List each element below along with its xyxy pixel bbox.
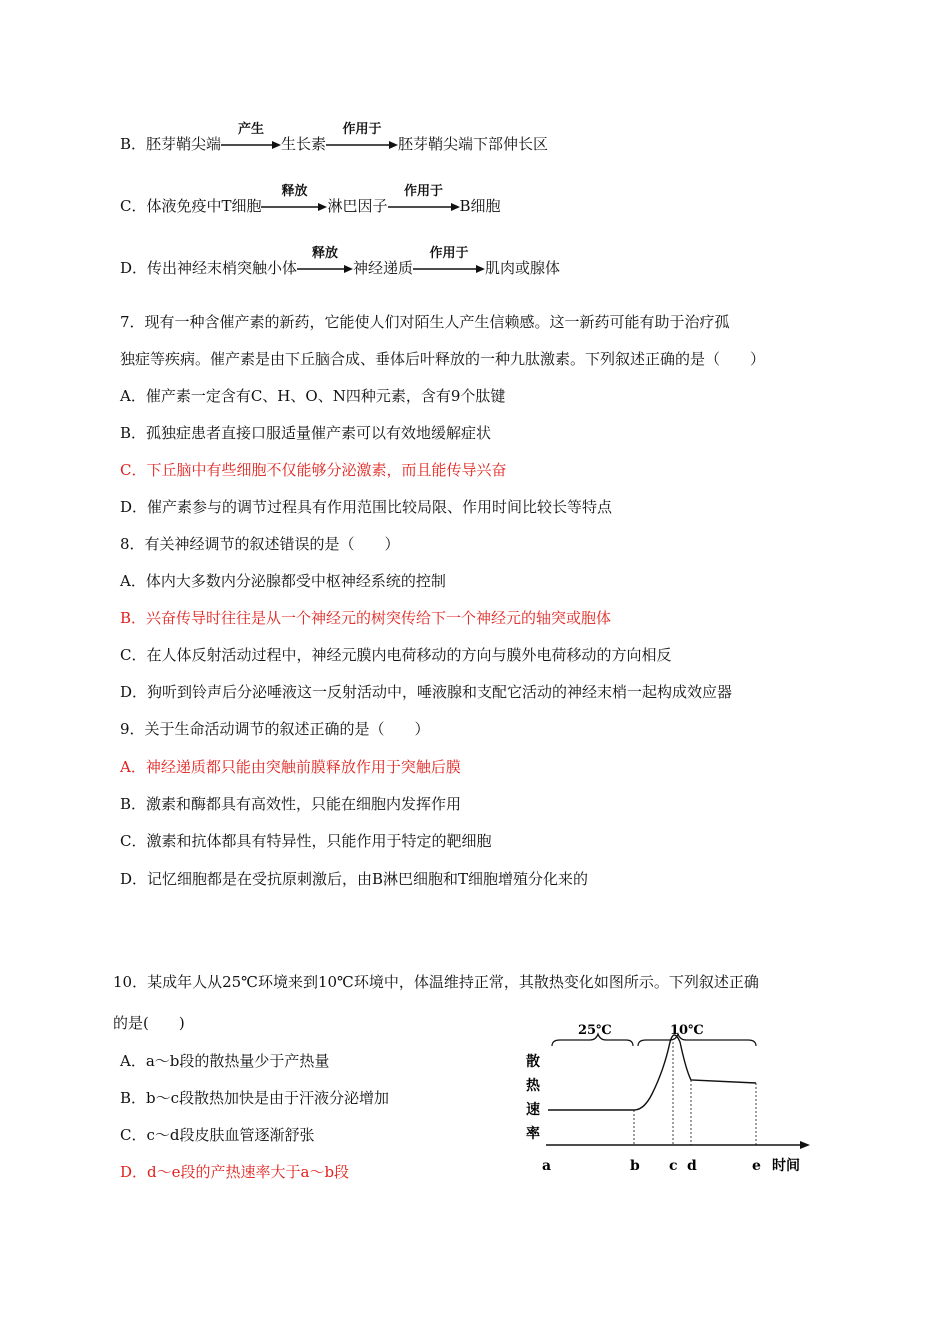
q9-option-c: C．激素和抗体都具有特异性，只能作用于特定的靶细胞 [120, 832, 492, 850]
q9-option-b: B．激素和酶都具有高效性，只能在细胞内发挥作用 [120, 795, 462, 813]
temp-label-10: 10℃ [670, 1023, 704, 1038]
temp-label-25: 25℃ [578, 1023, 612, 1038]
q8-option-b-answer: B．兴奋传导时往往是从一个神经元的树突传给下一个神经元的轴突或胞体 [120, 609, 612, 627]
q10-option-a: A．a～b段的散热量少于产热量 [120, 1052, 330, 1070]
q9-stem: 9．关于生命活动调节的叙述正确的是（ ） [120, 720, 430, 738]
ylabel-char: 散 [526, 1054, 540, 1070]
ylabel-char: 速 [526, 1102, 540, 1118]
q8-option-a: A．体内大多数内分泌腺都受中枢神经系统的控制 [120, 572, 446, 590]
q6-b-part1: B．胚芽鞘尖端 [120, 135, 222, 153]
arrow-label: 释放 [312, 246, 339, 261]
x-point-d: d [687, 1158, 697, 1174]
q7-option-c-answer: C．下丘脑中有些细胞不仅能够分泌激素，而且能传导兴奋 [120, 461, 507, 479]
q10-stem-line2: 的是( ) [113, 1014, 185, 1032]
arrow-label: 作用于 [429, 246, 469, 261]
x-axis-label: 时间 [772, 1158, 800, 1174]
q6-b-part2: 生长素 [281, 135, 327, 153]
q10-option-b: B．b～c段散热加快是由于汗液分泌增加 [120, 1089, 390, 1107]
heat-curve [548, 1035, 756, 1110]
q10-stem-line1: 10．某成年人从25℃环境来到10℃环境中，体温维持正常，其散热变化如图所示。下列叙述正确 [113, 973, 759, 991]
arrow-acts-on [326, 122, 398, 150]
q7-stem-line2: 独症等疾病。催产素是由下丘脑合成、垂体后叶释放的一种九肽激素。下列叙述正确的是（ ） [120, 350, 766, 368]
arrow-release [261, 184, 327, 212]
q6-d-part2: 神经递质 [353, 259, 414, 277]
ylabel-char: 率 [526, 1126, 540, 1142]
x-point-b: b [630, 1158, 640, 1174]
ylabel-char: 热 [526, 1078, 540, 1094]
q8-option-c: C．在人体反射活动过程中，神经元膜内电荷移动的方向与膜外电荷移动的方向相反 [120, 646, 672, 664]
q6-option-c [120, 184, 501, 216]
arrow-release [297, 246, 353, 274]
arrow-produce [221, 122, 281, 150]
q6-d-part3: 肌肉或腺体 [485, 259, 561, 277]
arrow-label: 作用于 [403, 184, 443, 199]
arrow-label: 作用于 [342, 122, 382, 137]
q8-stem: 8．有关神经调节的叙述错误的是（ ） [120, 535, 400, 553]
q6-c-part3: B细胞 [459, 197, 501, 215]
q6-option-b [120, 122, 549, 154]
q6-c-part1: C．体液免疫中T细胞 [120, 197, 262, 215]
q9-option-a-answer: A．神经递质都只能由突触前膜释放作用于突触后膜 [120, 758, 461, 776]
arrow-acts-on [388, 184, 460, 212]
q6-c-part2: 淋巴因子 [327, 197, 388, 215]
q7-option-d: D．催产素参与的调节过程具有作用范围比较局限、作用时间比较长等特点 [120, 498, 613, 516]
q10-option-c: C．c～d段皮肤血管逐渐舒张 [120, 1126, 315, 1144]
x-point-a: a [542, 1158, 552, 1174]
q6-option-d [120, 246, 561, 278]
q6-b-part3: 胚芽鞘尖端下部伸长区 [398, 135, 549, 153]
x-axis-arrowhead [800, 1141, 810, 1149]
q8-option-d: D．狗听到铃声后分泌唾液这一反射活动中，唾液腺和支配它活动的神经末梢一起构成效应器 [120, 683, 733, 701]
x-point-e: e [752, 1158, 761, 1174]
q6-d-part1: D．传出神经末梢突触小体 [120, 259, 298, 277]
x-point-c: c [669, 1158, 678, 1174]
q9-option-d: D．记忆细胞都是在受抗原刺激后，由B淋巴细胞和T细胞增殖分化来的 [120, 870, 589, 888]
q7-option-b: B．孤独症患者直接口服适量催产素可以有效地缓解症状 [120, 424, 492, 442]
arrow-label: 释放 [281, 184, 308, 199]
arrow-label: 产生 [238, 122, 265, 137]
q7-stem-line1: 7．现有一种含催产素的新药，它能使人们对陌生人产生信赖感。这一新药可能有助于治疗孤 [120, 313, 730, 331]
arrow-acts-on [413, 246, 485, 274]
heat-dissipation-figure [520, 1022, 820, 1182]
q10-option-d-answer: D．d～e段的产热速率大于a～b段 [120, 1163, 350, 1181]
q7-option-a: A．催产素一定含有C、H、O、N四种元素，含有9个肽键 [120, 387, 506, 405]
